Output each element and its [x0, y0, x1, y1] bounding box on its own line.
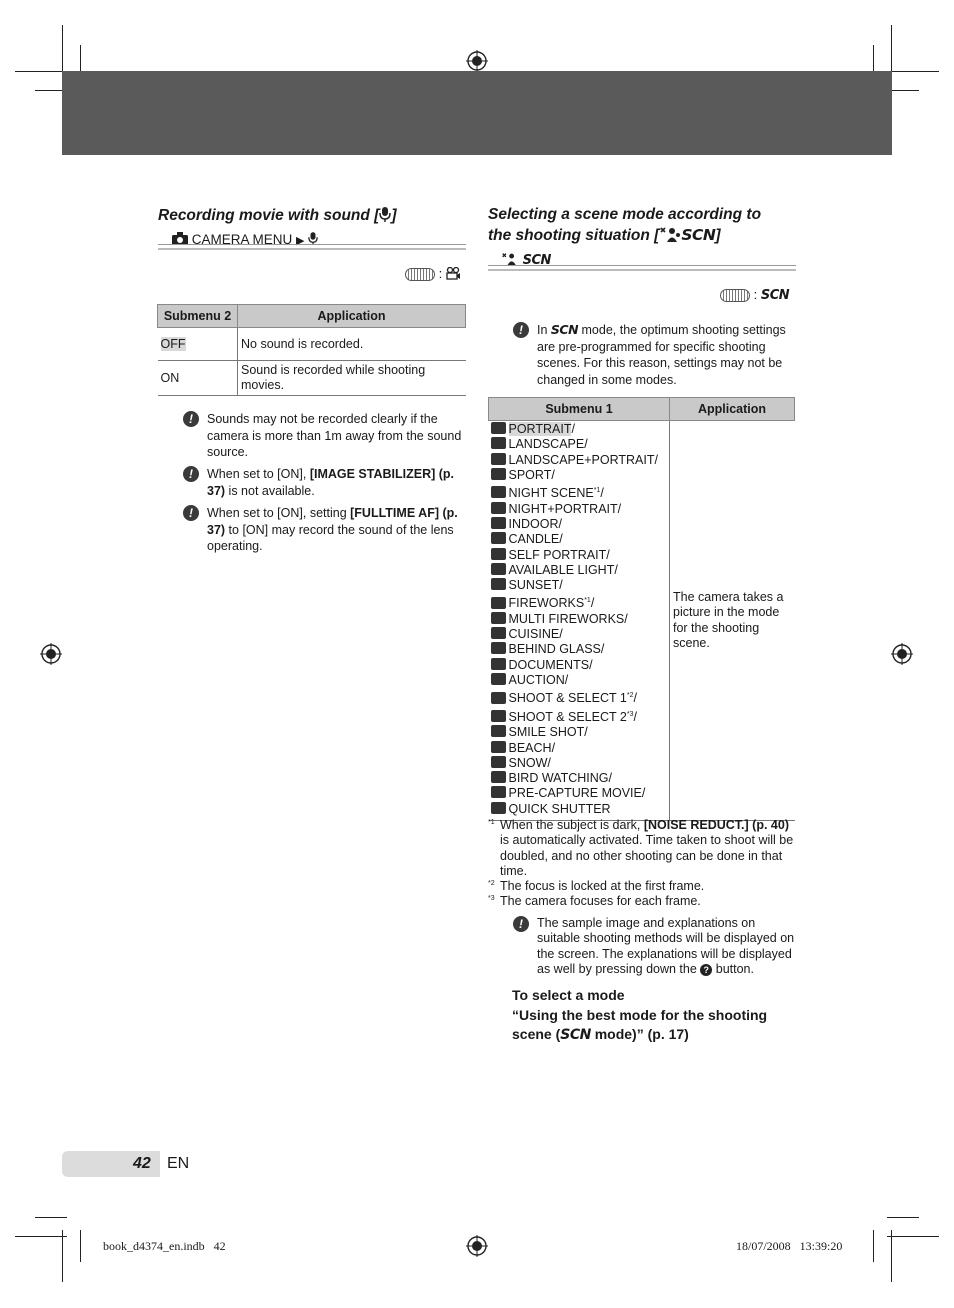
- scene-mode-icon: [491, 563, 506, 575]
- scene-mode-icon: [491, 468, 506, 480]
- table-header: Application: [238, 305, 466, 328]
- section-title-sound: Recording movie with sound [ ]: [158, 207, 397, 224]
- page-language: EN: [167, 1155, 190, 1172]
- scene-separator: /: [633, 691, 637, 706]
- scene-separator: /: [617, 501, 622, 516]
- scene-list-item: [491, 578, 668, 593]
- scene-list-item: [491, 756, 668, 771]
- scene-separator: /: [608, 771, 612, 786]
- select-mode-heading: To select a mode: [512, 987, 625, 1003]
- scene-icon: [501, 252, 519, 265]
- scene-separator: /: [584, 437, 588, 452]
- scene-list-item: [491, 593, 668, 611]
- scene-list-item: [491, 658, 668, 673]
- scene-icon: [659, 226, 681, 242]
- select-mode-link: “Using the best mode for the shooting scene (SCN mode)” (p. 17): [512, 1006, 768, 1043]
- footnotes: [488, 818, 796, 910]
- registration-mark-icon: [466, 50, 488, 72]
- scene-mode-icon: [491, 597, 506, 609]
- caution-note: [513, 322, 795, 388]
- scene-separator: /: [559, 532, 563, 547]
- scene-list-item: [491, 548, 668, 563]
- scene-separator: /: [590, 596, 595, 611]
- header-band: [62, 71, 892, 155]
- scene-label: AUCTION: [508, 673, 565, 688]
- footnote: *2 The focus is locked at the first frame.: [488, 879, 705, 894]
- scene-label: CANDLE: [508, 532, 560, 547]
- mode-dial-icon: [720, 289, 750, 302]
- registration-mark-icon: [891, 643, 913, 665]
- scene-list-item: [491, 437, 668, 452]
- table-header: Submenu 1: [489, 398, 670, 421]
- footnote-marker: *3: [626, 710, 634, 718]
- table-row: [158, 361, 466, 396]
- scene-label: MULTI FIREWORKS: [508, 611, 625, 626]
- scene-mode-icon: [491, 548, 506, 560]
- scene-label: INDOOR: [508, 516, 559, 531]
- scene-mode-icon: [491, 517, 506, 529]
- scene-list-item: [491, 612, 668, 627]
- scene-label: DOCUMENTS: [508, 657, 590, 672]
- scene-mode-icon: [491, 658, 506, 670]
- scene-label: SHOOT & SELECT 2: [508, 709, 627, 724]
- scene-label: NIGHT SCENE: [508, 486, 594, 501]
- table-row: [489, 421, 795, 821]
- scene-label: SPORT: [508, 467, 552, 482]
- section-title-scene: Selecting a scene mode according to the shooting situation [ SCN]: [488, 206, 762, 244]
- scene-separator: /: [558, 516, 562, 531]
- menu-path-label: CAMERA MENU: [191, 232, 293, 247]
- scene-list-item: [491, 532, 668, 547]
- scene-label: QUICK SHUTTER: [508, 801, 611, 816]
- scene-mode-icon: [491, 673, 506, 685]
- scene-separator: /: [614, 562, 618, 577]
- scene-separator: /: [600, 486, 604, 501]
- scene-list-item: [491, 725, 668, 740]
- scene-mode-icon: [491, 502, 506, 514]
- scene-list-item: [491, 707, 668, 725]
- caution-icon: !: [513, 322, 529, 338]
- note-text: The sample image and explanations on suitable shooting methods will be displayed on the screen. The explanations will be displayed as well by pressing down the ? button.: [537, 916, 795, 976]
- scene-mode-icon: [491, 710, 506, 722]
- arrow-right-icon: ▶: [296, 235, 305, 247]
- scene-list-item: [491, 786, 668, 801]
- caution-note: [183, 505, 463, 555]
- scene-list-item: [491, 563, 668, 578]
- sound-submenu-table: [157, 304, 466, 396]
- scene-list-item: [491, 422, 668, 437]
- scene-label: PORTRAIT: [508, 422, 572, 436]
- scene-submenu-table: [488, 397, 795, 821]
- footnote-marker: *1: [593, 487, 601, 495]
- footnote-marker: *1: [584, 597, 591, 605]
- table-cell-application: Sound is recorded while shooting movies.: [238, 361, 466, 396]
- scene-mode-icon: [491, 578, 506, 590]
- scene-list-item: [491, 627, 668, 642]
- scene-separator: /: [547, 755, 551, 770]
- scene-list-item: [491, 673, 668, 688]
- scene-separator: /: [641, 786, 646, 801]
- slug-filename: book_d4374_en.indb 42: [103, 1239, 226, 1253]
- microphone-icon: [379, 207, 391, 222]
- scene-menu-path: SCN: [501, 252, 551, 268]
- table-cell-submenu: ON: [158, 361, 238, 396]
- footnote: *1 When the subject is dark, [NOISE REDUCT.] (p. 40) is automatically activated. Time taken to shoot will be doubled, and no other shooting can be done in that time.: [488, 818, 794, 878]
- scene-label: LANDSCAPE+PORTRAIT: [508, 452, 655, 467]
- help-button-icon: ?: [700, 964, 712, 976]
- scene-label: AVAILABLE LIGHT: [508, 562, 615, 577]
- scene-mode-icon: [491, 802, 506, 814]
- scene-list-cell: [489, 421, 670, 821]
- scene-mode-icon: [491, 532, 506, 544]
- scene-label: BEHIND GLASS: [508, 642, 601, 657]
- scene-label: SELF PORTRAIT: [508, 547, 607, 562]
- caution-icon: !: [183, 505, 199, 521]
- scene-label: FIREWORKS: [508, 596, 585, 611]
- scene-menu-rule: [488, 265, 796, 271]
- scene-separator: /: [606, 547, 610, 562]
- scene-separator: /: [559, 627, 563, 642]
- scene-label: SNOW: [508, 755, 548, 770]
- table-cell-application: No sound is recorded.: [238, 328, 466, 361]
- scene-label: BEACH: [508, 740, 552, 755]
- table-cell-application: The camera takes a picture in the mode for the shooting scene.: [670, 421, 795, 821]
- page-number: 42: [133, 1155, 151, 1172]
- caution-note: [183, 466, 463, 499]
- scene-separator: /: [571, 422, 575, 436]
- scene-mode-icon: [491, 756, 506, 768]
- caution-note: [183, 411, 463, 461]
- registration-mark-icon: [466, 1235, 488, 1257]
- scene-list-item: [491, 453, 668, 468]
- mode-dial-icon: [405, 268, 435, 281]
- note-text: When set to [ON], setting [FULLTIME AF] (p. 37) to [ON] may record the sound of the lens operating.: [207, 506, 458, 553]
- scene-label: SHOOT & SELECT 1: [508, 691, 627, 706]
- scene-separator: /: [589, 657, 593, 672]
- scene-mode-icon: [491, 741, 506, 753]
- scene-label: BIRD WATCHING: [508, 771, 609, 786]
- scene-separator: /: [551, 467, 555, 482]
- scene-label: LANDSCAPE: [508, 437, 585, 452]
- scene-label: NIGHT+PORTRAIT: [508, 501, 618, 516]
- caution-icon: !: [513, 916, 529, 932]
- scene-mode-icon: [491, 627, 506, 639]
- scene-list-item: [491, 802, 668, 817]
- scene-list-item: [491, 688, 668, 706]
- scene-list-item: [491, 502, 668, 517]
- note-text: When set to [ON], [IMAGE STABILIZER] (p. 37) is not available.: [207, 467, 455, 498]
- table-row: [158, 328, 466, 361]
- select-mode-reference: [512, 986, 802, 1046]
- footnote: *3 The camera focuses for each frame.: [488, 894, 701, 909]
- movie-icon: [446, 267, 460, 280]
- table-cell-submenu: OFF: [160, 336, 186, 351]
- note-text: In SCN mode, the optimum shooting settings are pre-programmed for specific shooting scenes. For this reason, settings may not be changed in some modes.: [537, 322, 786, 387]
- scene-mode-icon: [491, 725, 506, 737]
- scene-mode-icon: [491, 437, 506, 449]
- caution-note: [513, 916, 797, 977]
- caution-icon: !: [183, 411, 199, 427]
- scene-separator: /: [633, 709, 637, 724]
- scene-list-item: [491, 468, 668, 483]
- scene-mode-icon: [491, 786, 506, 798]
- scene-separator: /: [654, 452, 658, 467]
- scene-list: [491, 422, 668, 817]
- scene-separator: /: [600, 642, 605, 657]
- menu-path-rule: [158, 244, 466, 250]
- scene-mode-icon: [491, 486, 506, 498]
- scene-separator: /: [559, 578, 563, 593]
- scene-mode-icon: [491, 453, 506, 465]
- scene-separator: /: [564, 673, 569, 688]
- scene-separator: /: [584, 725, 588, 740]
- caution-icon: !: [183, 466, 199, 482]
- scene-label: CUISINE: [508, 627, 560, 642]
- note-text: Sounds may not be recorded clearly if the camera is more than 1m away from the sound source.: [207, 412, 462, 459]
- scene-mode-icon: [491, 692, 506, 704]
- scene-label: PRE-CAPTURE MOVIE: [508, 786, 642, 801]
- scene-separator: /: [624, 611, 628, 626]
- scene-mode-icon: [491, 642, 506, 654]
- scene-mode-icon: [491, 771, 506, 783]
- scene-list-item: [491, 741, 668, 756]
- scene-mode-icon: [491, 422, 506, 434]
- slug-date: 18/07/2008 13:39:20: [736, 1239, 843, 1253]
- scene-label: SUNSET: [508, 578, 560, 593]
- scene-mode-indicator: : SCN: [720, 287, 789, 303]
- scene-label: SMILE SHOT: [508, 725, 585, 740]
- registration-mark-icon: [40, 643, 62, 665]
- mode-indicator: :: [405, 266, 460, 281]
- table-header: Application: [670, 398, 795, 421]
- scene-separator: /: [551, 740, 556, 755]
- scene-list-item: [491, 483, 668, 501]
- footnote-marker: *2: [626, 692, 634, 700]
- scene-list-item: [491, 517, 668, 532]
- scene-list-item: [491, 642, 668, 657]
- scene-mode-icon: [491, 612, 506, 624]
- table-header: Submenu 2: [158, 305, 238, 328]
- scene-list-item: [491, 771, 668, 786]
